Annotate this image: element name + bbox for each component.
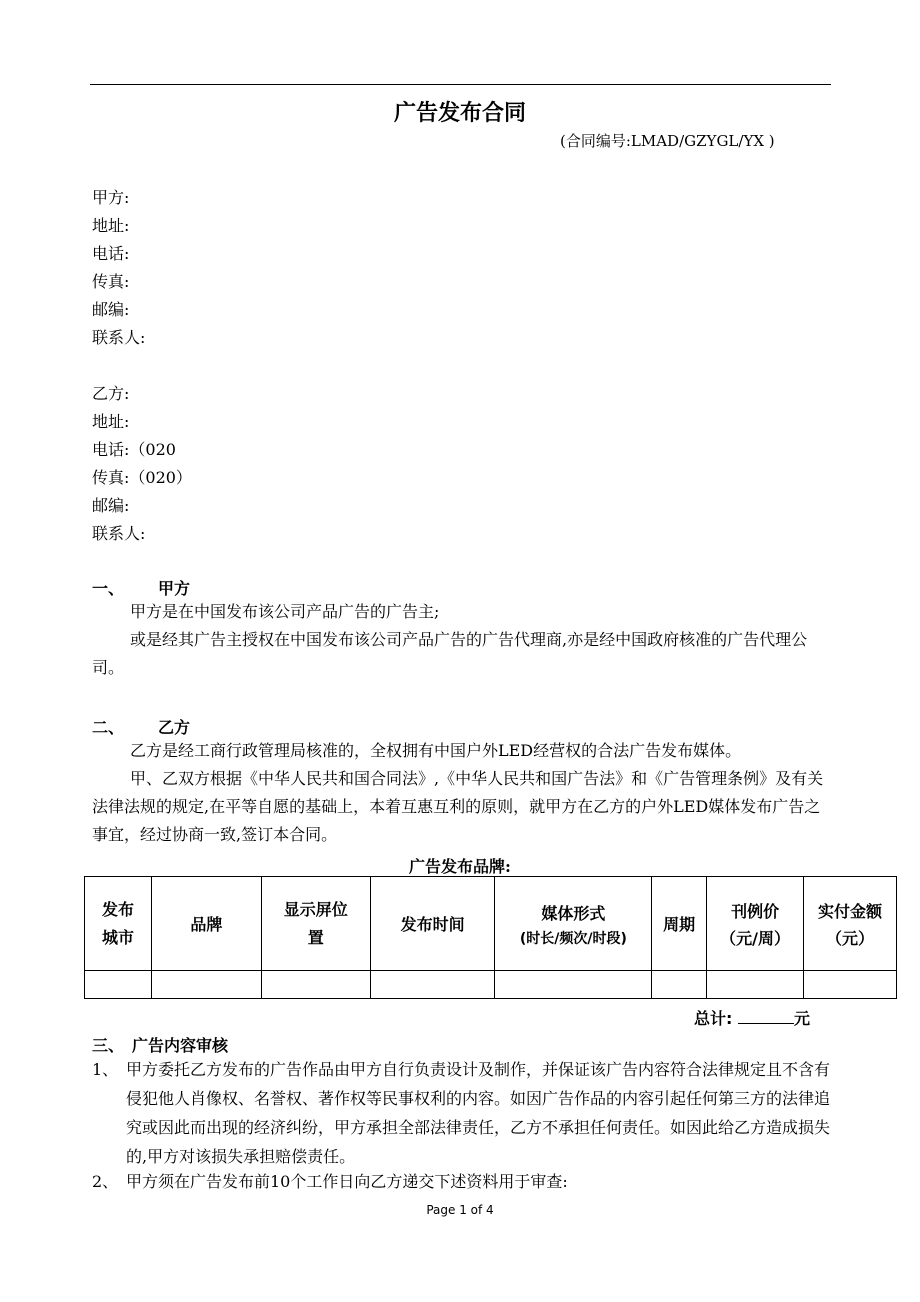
cell-time[interactable] — [370, 971, 495, 999]
total-label: 总计: — [694, 1009, 733, 1028]
party-a-name-label: 甲方: — [92, 188, 130, 207]
header-brand: 品牌 — [151, 877, 261, 971]
header-actual: 实付金额 （元） — [804, 877, 897, 971]
total-amount-blank[interactable] — [738, 1009, 794, 1024]
section-1-number: 一、 — [92, 579, 125, 598]
item-1-text: 甲方委托乙方发布的广告作品由甲方自行负责设计及制作，并保证该广告内容符合法律规定且不含有侵犯他人肖像权、名誉权、著作权等民事权利的内容。如因广告作品的内容引起任何第三方的法律追究或因此而出现的经济纠纷，甲方承担全部法律责任，乙方不承担任何责任。如因此给乙方造成损失的,甲方对该损失承担赔偿责任。 — [126, 1060, 831, 1166]
party-b-address-label: 地址: — [92, 412, 130, 431]
section-2-paragraph-1: 乙方是经工商行政管理局核准的，全权拥有中国户外LED经营权的合法广告发布媒体。 — [130, 741, 742, 760]
cell-brand[interactable] — [151, 971, 261, 999]
cell-period[interactable] — [652, 971, 707, 999]
party-b-postcode-label: 邮编: — [92, 496, 130, 515]
party-a-phone-label: 电话: — [92, 244, 130, 263]
page-footer: Page 1 of 4 — [426, 1203, 494, 1217]
document-title: 广告发布合同 — [393, 100, 526, 126]
table-caption: 广告发布品牌: — [409, 857, 511, 876]
item-2-text: 甲方须在广告发布前10个工作日向乙方递交下述资料用于审查: — [126, 1172, 568, 1191]
contract-number: (合同编号:LMAD/GZYGL/YX ) — [560, 132, 775, 150]
party-b-fax-label: 传真:（020） — [92, 468, 192, 487]
section-3-item-1 — [92, 1055, 830, 1171]
section-2-title: 乙方 — [158, 718, 191, 737]
total-line — [694, 1006, 810, 1029]
section-2-number: 二、 — [92, 718, 125, 737]
header-time: 发布时间 — [370, 877, 495, 971]
header-city: 发布城市 — [85, 877, 152, 971]
section-3-item-2 — [92, 1167, 830, 1196]
header-price: 刊例价 （元/周） — [707, 877, 804, 971]
header-media: 媒体形式 (时长/频次/时段) — [495, 877, 652, 971]
section-1-paragraph-2: 或是经其广告主授权在中国发布该公司产品广告的广告代理商,亦是经中国政府核准的广告代理公司。 — [92, 630, 808, 677]
section-2-paragraph-2: 甲、乙双方根据《中华人民共和国合同法》,《中华人民共和国广告法》和《广告管理条例》及有关法律法规的规定,在平等自愿的基础上，本着互惠互利的原则，就甲方在乙方的户外LED媒体发布广告之事宜，经过协商一致,签订本合同。 — [92, 769, 824, 844]
section-3-number: 三、 — [92, 1036, 125, 1055]
section-1-paragraph-1: 甲方是在中国发布该公司产品广告的广告主; — [130, 602, 440, 621]
party-b-phone-label: 电话:（020 — [92, 440, 176, 459]
header-rule — [90, 84, 831, 85]
party-a-contact-label: 联系人: — [92, 328, 146, 347]
party-b-name-label: 乙方: — [92, 384, 130, 403]
table-row — [85, 971, 897, 999]
party-a-address-label: 地址: — [92, 216, 130, 235]
section-3-title: 广告内容审核 — [132, 1036, 229, 1055]
cell-media[interactable] — [495, 971, 652, 999]
party-a-postcode-label: 邮编: — [92, 300, 130, 319]
party-b-contact-label: 联系人: — [92, 524, 146, 543]
cell-actual[interactable] — [804, 971, 897, 999]
item-2-number: 2、 — [92, 1172, 119, 1191]
header-period: 周期 — [652, 877, 707, 971]
table-header-row — [85, 877, 897, 971]
brand-table — [84, 876, 897, 999]
section-1-title: 甲方 — [158, 579, 191, 598]
header-position: 显示屏位置 — [261, 877, 370, 971]
total-unit: 元 — [793, 1009, 810, 1028]
cell-position[interactable] — [261, 971, 370, 999]
party-a-fax-label: 传真: — [92, 272, 130, 291]
cell-price[interactable] — [707, 971, 804, 999]
item-1-number: 1、 — [92, 1060, 119, 1079]
cell-city[interactable] — [85, 971, 152, 999]
